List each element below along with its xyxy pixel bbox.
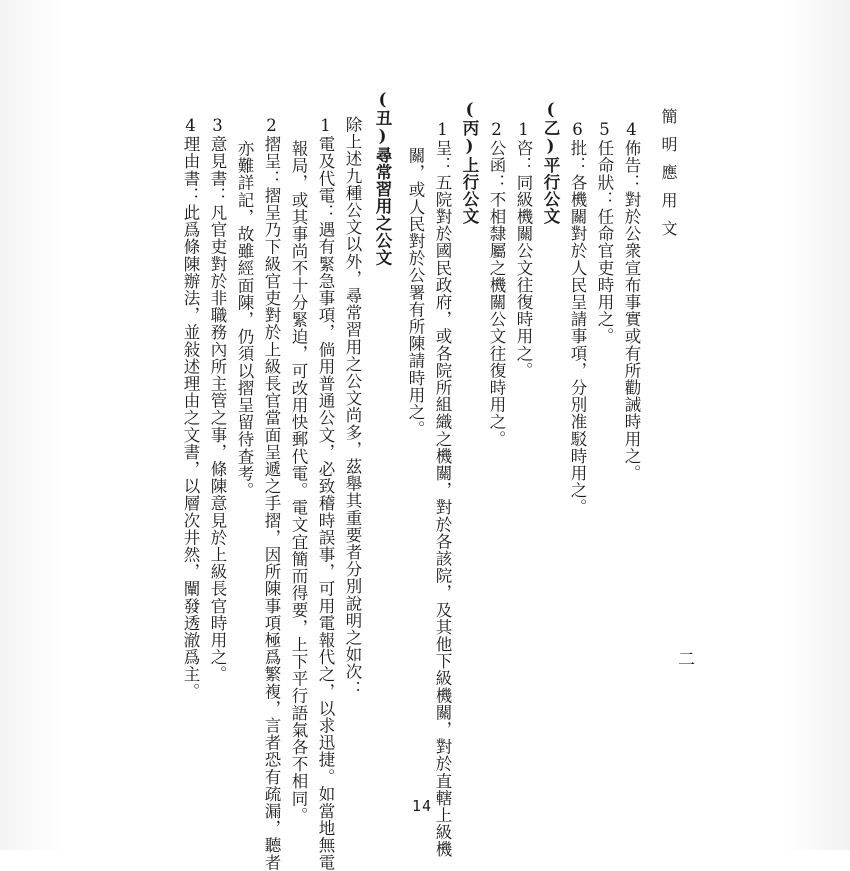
text-column-9: 關，或人民對於公署有所陳請時用之。 — [406, 147, 425, 438]
page-number: 14 — [412, 797, 433, 815]
section-heading-bing: (丙)上行公文 — [460, 100, 479, 225]
text-column-2: 5任命狀：任命官吏時用之。 — [595, 120, 614, 345]
text-column-13: 報局，或其事尚不十分緊迫，可改用快郵代電。電文宜簡而得要，上下平行語氣各不相同。 — [289, 140, 308, 824]
text-column-8: 1呈：五院對於國民政府，或各院所組織之機關，對於各該院，及其他下級機關，對於直轄上級機 — [433, 120, 452, 858]
running-header-page-number: 二 — [674, 650, 694, 667]
text-column-3: 6批：各機關對於人民呈請事項，分別准駁時用之。 — [568, 120, 587, 516]
text-column-1: 4佈告：對於公衆宣布事實或有所勸誡時用之。 — [622, 120, 641, 482]
text-column-15: 亦難詳記，故雖經面陳，仍須以摺呈留待査考。 — [235, 140, 254, 500]
section-heading-yi: (乙)平行公文 — [541, 100, 560, 225]
text-column-17: 4理由書：此爲條陳辦法，並敍述理由之文書，以層次井然，闡發透澈爲主。 — [181, 116, 200, 700]
text-column-16: 3意見書：凡官吏對於非職務內所主管之事，條陳意見於上級長官時用之。 — [208, 116, 227, 683]
text-column-12: 1電及代電：遇有緊急事項，倘用普通公文，必致稽時誤事，可用電報代之，以求迅捷。如當地無電 — [316, 116, 335, 871]
section-heading-chou: (丑)尋常習用之公文 — [373, 90, 392, 266]
text-column-11: 除上述九種公文以外，尋常習用之公文尚多，茲舉其重要者分別說明之如次： — [343, 116, 362, 698]
text-column-14: 2摺呈：摺呈乃下級官吏對於上級長官當面呈遞之手摺，因所陳事項極爲繁複，言者恐有疏漏，聽者 — [262, 116, 281, 871]
running-header-title: 簡明應用文 — [659, 108, 678, 248]
text-column-6: 2公函：不相隸屬之機關公文往復時用之。 — [487, 120, 506, 448]
text-column-5: 1咨：同級機關公文往復時用之。 — [514, 120, 533, 379]
